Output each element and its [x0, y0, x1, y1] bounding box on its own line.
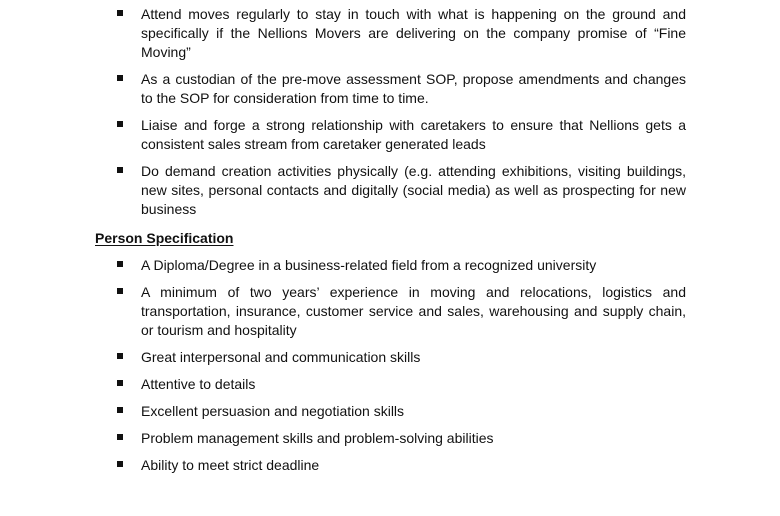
list-item-text: Liaise and forge a strong relationship with caretakers to ensure that Nellions gets a consistent sales stream from caretaker generated leads — [141, 117, 686, 152]
square-bullet-icon — [117, 407, 123, 413]
list-item — [141, 402, 686, 421]
square-bullet-icon — [117, 10, 123, 16]
square-bullet-icon — [117, 461, 123, 467]
list-item — [141, 5, 686, 62]
list-item — [141, 375, 686, 394]
list-item-text: Problem management skills and problem-solving abilities — [141, 430, 494, 446]
list-item — [141, 283, 686, 340]
section-heading: Person Specification — [95, 230, 234, 246]
list-item-text: Great interpersonal and communication skills — [141, 349, 421, 365]
list-item-text: As a custodian of the pre-move assessment SOP, propose amendments and changes to the SOP for consideration from time to time. — [141, 71, 686, 106]
list-item-text: A minimum of two years’ experience in moving and relocations, logistics and transportation, insurance, customer service and sales, warehousing and supply chain, or tourism and hospitality — [141, 284, 686, 338]
list-item — [141, 162, 686, 219]
square-bullet-icon — [117, 261, 123, 267]
square-bullet-icon — [117, 121, 123, 127]
list-item — [141, 256, 686, 275]
list-item — [141, 429, 686, 448]
list-item-text: Attentive to details — [141, 376, 256, 392]
square-bullet-icon — [117, 75, 123, 81]
list-item-text: Attend moves regularly to stay in touch with what is happening on the ground and specifically if the Nellions Movers are delivering on the company promise of “Fine Moving” — [141, 6, 686, 60]
list-item — [141, 116, 686, 154]
square-bullet-icon — [117, 434, 123, 440]
list-item-text: Excellent persuasion and negotiation skills — [141, 403, 405, 419]
square-bullet-icon — [117, 380, 123, 386]
list-item — [141, 70, 686, 108]
list-item — [141, 348, 686, 367]
list-item — [141, 456, 686, 475]
list-item-text: Ability to meet strict deadline — [141, 457, 320, 473]
square-bullet-icon — [117, 288, 123, 294]
square-bullet-icon — [117, 167, 123, 173]
list-item-text: Do demand creation activities physically (e.g. attending exhibitions, visiting buildings, new sites, personal contacts and digitally (social media) as well as prospecting for new business — [141, 163, 686, 217]
list-item-text: A Diploma/Degree in a business-related field from a recognized university — [141, 257, 597, 273]
square-bullet-icon — [117, 353, 123, 359]
